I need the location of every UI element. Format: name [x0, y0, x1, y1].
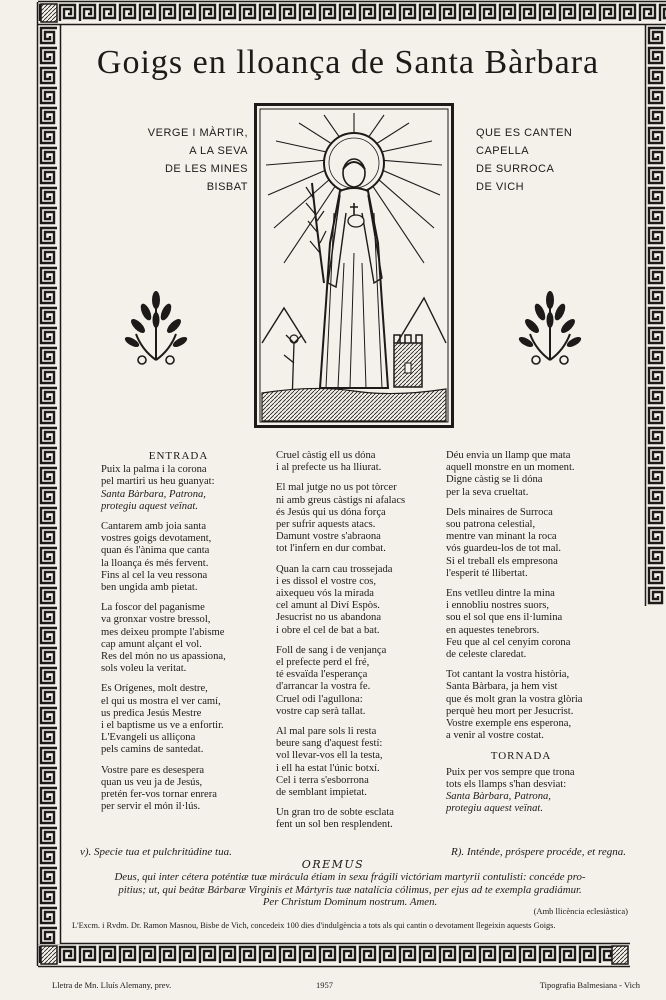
stanza — [101, 765, 273, 814]
stanza — [446, 669, 632, 742]
verse-line: Tot cantant la vostra història, — [446, 669, 570, 681]
verse-line: Es Orígenes, molt destre, — [101, 683, 208, 695]
verse-line: cap amunt alçant el vol. — [101, 638, 202, 650]
verse-line: L'Evangeli us alliçona — [101, 732, 196, 744]
verse-line: pretén fer-vos tornar enrera — [101, 789, 217, 801]
verse-line: sou el sol que ens il·lumina — [446, 612, 563, 624]
verse-line: Cantarem amb joia santa — [101, 521, 207, 533]
verse-line: tots els llamps s'han desviat: — [446, 778, 567, 790]
verse-line: Santa Bàrbara, Patrona, — [446, 791, 551, 803]
verse-line: us predica Jesús Mestre — [101, 707, 202, 719]
verse-line: Si el treball els empresona — [446, 555, 558, 567]
verse-line: Vostre exemple ens esperona, — [446, 718, 572, 730]
verse-line: quan és l'ànima que canta — [101, 545, 210, 557]
verse-line: Al mal pare sols li resta — [276, 726, 377, 738]
stanza — [101, 464, 273, 513]
verse-line: protegiu aquest veïnat. — [101, 500, 198, 512]
verse-line: Cruel càstig ell us dóna — [276, 450, 376, 461]
dedication-line: DE LES MINES — [164, 163, 248, 175]
stanza — [446, 507, 632, 580]
verse-line: Santa Bàrbara, ja hem vist — [446, 681, 558, 693]
stanza — [276, 450, 448, 474]
verse-line: i ennobliu nostres suors, — [446, 600, 549, 612]
verse-line: quan us veu ja de Jesús, — [101, 776, 203, 788]
stanza — [101, 521, 273, 594]
verse-line: mentre van minant la roca — [446, 531, 557, 543]
verse-line: de celeste claredat. — [446, 649, 527, 661]
verse-line: Fins al cel la veu ressona — [101, 569, 208, 581]
santa-barbara-woodcut-icon — [254, 103, 454, 428]
prayer-line: Deus, qui inter cétera poténtiæ tuæ mirácula étiam in sexu frágili victóriam martyrii contulisti: concéde pro- — [114, 871, 586, 883]
verse-line: El mal jutge no us pot tòrcer — [276, 482, 397, 494]
verse-line: mes deixeu prompte l'abisme — [101, 626, 225, 638]
verse-line: fent un sol ben resplendent. — [276, 819, 393, 831]
versicle: v). Specie tua et pulchritúdine tua. — [80, 846, 232, 858]
verse-line: per la seva crueltat. — [446, 486, 529, 498]
prayer-line: pitius; ut, qui beátæ Bárbaræ Virginis et Mártyris tuæ natalícia cólimus, per ejus ad te exempla gradiámur. — [118, 883, 582, 896]
verse-line: vol llevar-vos ell la testa, — [276, 750, 383, 762]
verse-line: i es dissol el vostre cos, — [276, 575, 377, 587]
ecclesiastical-license: (Amb llicència eclesiàstica) — [533, 906, 628, 916]
footer-printer: Tipografia Balmesiana - Vich — [539, 980, 640, 990]
verse-line: Cruel odi l'agullona: — [276, 693, 363, 705]
dedication-line: CAPELLA — [476, 145, 530, 157]
verse-line: Dels minaires de Surroca — [446, 506, 553, 518]
footer-author: Lletra de Mn. Lluís Alemany, prev. — [52, 980, 172, 990]
verse-line: Puix per vos sempre que trona — [446, 766, 575, 778]
verse-line: vostre cap serà tallat. — [276, 705, 366, 717]
verse-line: Puix la palma i la corona — [101, 464, 207, 476]
verse-line: va gronxar vostre bressol, — [101, 614, 211, 626]
verse-line: Un gran tro de sobte esclata — [276, 807, 394, 819]
verse-line: cel amunt al Diví Espòs. — [276, 600, 380, 612]
verse-line: i ell ha estat l'únic botxí. — [276, 762, 380, 774]
verse-line: beure sang d'aquest festí: — [276, 738, 383, 750]
verse-line: i el baptisme us ve a enfortir. — [101, 720, 224, 732]
dedication-line: QUE ES CANTEN — [476, 127, 573, 139]
verse-line: Jesucrist no us abandona — [276, 612, 382, 624]
wheat-sprig-ornament-icon — [124, 290, 188, 368]
verse-line: vós guardeu-los de tot mal. — [446, 543, 562, 555]
wheat-sprig-ornament-icon — [518, 290, 582, 368]
verse-line: Digne càstig se li dóna — [446, 474, 543, 486]
response: R). Inténde, próspere procéde, et regna. — [450, 846, 626, 858]
verse-line: Déu envia un llamp que mata — [446, 450, 571, 461]
verse-line: que és molt gran la vostra glòria — [446, 693, 583, 705]
dedication-right — [476, 124, 626, 196]
oremus-heading: OREMUS — [301, 858, 365, 871]
verse-line: vostres goigs devotament, — [101, 533, 212, 545]
verse-column-3 — [446, 450, 632, 823]
indulgence-note: L'Excm. i Rvdm. Dr. Ramon Masnou, Bisbe de Vich, concedeix 100 dies d'indulgència a tots als qui cantin o devotament llegeixin aquests Goigs. — [72, 921, 556, 930]
verse-line: aixequeu vós la mirada — [276, 588, 374, 600]
stanza — [446, 588, 632, 661]
verse-line: de semblant impietat. — [276, 787, 367, 799]
verse-line: és Jesús qui us dóna força — [276, 506, 386, 518]
verse-line: aquell monstre en un moment. — [446, 462, 575, 474]
verse-line: té esvaïda l'esperança — [276, 669, 368, 681]
stanza — [101, 683, 273, 756]
verse-line: el prefecte perd el fré, — [276, 657, 370, 669]
verse-line: sou patrona celestial, — [446, 519, 536, 531]
verse-line: Santa Bàrbara, Patrona, — [101, 488, 206, 500]
verse-line: tot l'infern en dur combat. — [276, 543, 386, 555]
verse-line: per sufrir aquests atacs. — [276, 519, 376, 531]
stanza — [276, 645, 448, 718]
verse-line: Damunt vostre s'abraona — [276, 531, 381, 543]
stanza — [276, 564, 448, 637]
verse-line: protegiu aquest veïnat. — [446, 803, 543, 815]
verse-line: Vostre pare es desespera — [101, 764, 205, 776]
verse-line: La foscor del paganisme — [101, 602, 205, 614]
stanza — [276, 482, 448, 555]
verse-line: l'esperit té llibertat. — [446, 567, 528, 579]
dedication-left — [100, 124, 248, 196]
tornada-heading: TORNADA — [490, 750, 552, 763]
verse-line: Cel i terra s'esborrona — [276, 774, 369, 786]
verse-line: Quan la carn cau trossejada — [276, 563, 393, 575]
verse-line: Feu que al cel cenyim corona — [446, 636, 571, 648]
verse-column-1 — [101, 450, 273, 821]
verse-line: Res del món no us apassiona, — [101, 651, 226, 663]
dedication-line: VERGE I MÀRTIR, — [147, 127, 248, 139]
verse-line: i al prefecte us ha lliurat. — [276, 462, 382, 474]
oremus-prayer — [80, 871, 620, 909]
verse-line: ben ungida amb pietat. — [101, 582, 198, 594]
stanza — [101, 602, 273, 675]
verse-column-2 — [276, 450, 448, 840]
dedication-line: A LA SEVA — [189, 145, 248, 157]
stanza — [446, 450, 632, 499]
stanza — [276, 807, 448, 831]
entrada-heading: ENTRADA — [148, 450, 209, 462]
verse-line: d'arrancar la vostra fe. — [276, 681, 371, 693]
dedication-line: DE VICH — [476, 181, 525, 193]
verse-line: pels camins de santedat. — [101, 744, 204, 756]
verse-line: ni amb greus càstigs ni afalacs — [276, 494, 406, 506]
verse-line: sols voleu la veritat. — [101, 663, 187, 675]
verse-line: la lloança és més fervent. — [101, 557, 209, 569]
footer-year: 1957 — [316, 980, 333, 990]
page-title: Goigs en lloança de Santa Bàrbara — [96, 44, 600, 81]
verse-line: Ens vetlleu dintre la mina — [446, 588, 555, 600]
prayer-line: Per Christum Dominum nostrum. Amen. — [262, 896, 438, 909]
verse-line: i obre el cel de bat a bat. — [276, 624, 380, 636]
dedication-line: BISBAT — [206, 181, 248, 193]
verse-line: pel martiri us heu guanyat: — [101, 476, 215, 488]
verse-line: per servir el món il·lús. — [101, 801, 201, 813]
verse-line: el qui us mostra el ver camí, — [101, 695, 221, 707]
dedication-line: DE SURROCA — [476, 163, 555, 175]
verse-line: Foll de sang i de venjança — [276, 644, 387, 656]
verse-line: a venir al vostre costat. — [446, 730, 544, 742]
verse-line: en aquestes tenebrors. — [446, 624, 540, 636]
tornada-stanza — [446, 767, 632, 816]
stanza — [276, 726, 448, 799]
verse-line: perquè heu mort per Jesucrist. — [446, 705, 574, 717]
